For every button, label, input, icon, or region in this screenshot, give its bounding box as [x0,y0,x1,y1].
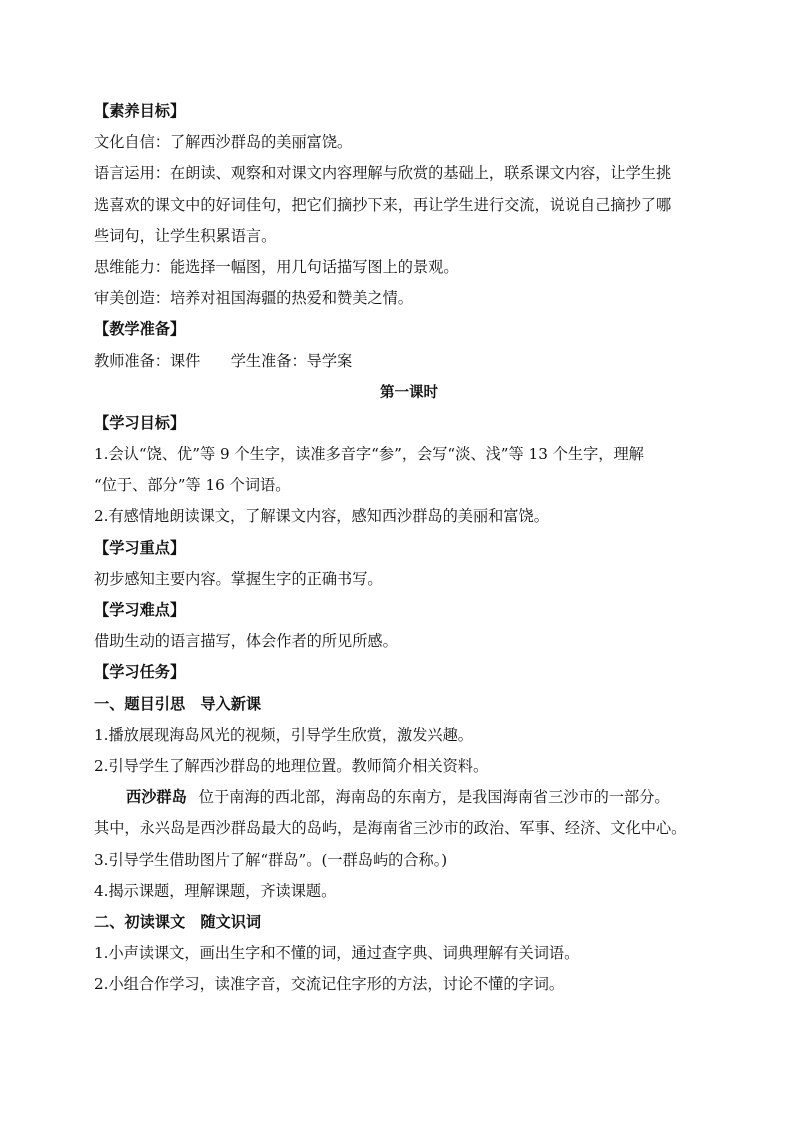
heading-difficulties: 【学习难点】 [94,601,186,619]
task-2-item-1: 1.小声读课文，画出生字和不懂的词，通过查字典、词典理解有关词语。 [94,944,580,963]
paragraph-thinking-ability: 思维能力：能选择一幅图，用几句话描写图上的景观。 [94,257,459,276]
heading-key-points: 【学习重点】 [94,538,186,557]
term-xisha-islands: 西沙群岛 [126,788,187,807]
goal-item-1-line-2: “位于、部分”等 16 个词语。 [94,476,291,495]
paragraph-key-points: 初步感知主要内容。掌握生字的正确书写。 [94,569,383,588]
heading-literacy-goals: 【素养目标】 [94,102,186,120]
goal-item-2: 2.有感情地朗读课文，了解课文内容，感知西沙群岛的美丽和富饶。 [94,507,549,526]
paragraph-language-use-1: 语言运用：在朗读、观察和对课文内容理解与欣赏的基础上，联系课文内容，让学生挑 [94,164,672,183]
goal-item-1-line-1: 1.会认“饶、优”等 9 个生字，读准多音字“参”，会写“淡、浅”等 13 个生字，理解 [94,445,644,464]
document-page [94,96,724,1000]
subheading-task-2: 二、初读课文 随文识词 [94,912,262,931]
subheading-task-1: 一、题目引思 导入新课 [94,694,262,713]
task-1-item-1: 1.播放展现海岛风光的视频，引导学生欣赏，激发兴趣。 [94,725,473,744]
paragraph-aesthetic-creation: 审美创造：培养对祖国海疆的热爱和赞美之情。 [94,289,413,308]
heading-learning-tasks: 【学习任务】 [94,663,186,682]
paragraph-language-use-2: 选喜欢的课文中的好词佳句，把它们摘抄下来，再让学生进行交流，说说自己摘抄了哪 [94,195,672,214]
heading-learning-goals: 【学习目标】 [94,413,186,432]
heading-teaching-preparation: 【教学准备】 [94,320,186,339]
task-1-item-3: 3.引导学生借助图片了解“群岛”。(一群岛屿的合称。) [94,850,448,869]
info-xisha-line-1 [94,782,724,813]
task-1-item-2: 2.引导学生了解西沙群岛的地理位置。教师简介相关资料。 [94,756,489,775]
task-2-item-2: 2.小组合作学习，读准字音，交流记住字形的方法，讨论不懂的字词。 [94,975,565,994]
task-1-item-4: 4.揭示课题，理解课题，齐读课题。 [94,881,337,900]
section-title-first-lesson: 第一课时 [380,383,438,401]
paragraph-difficulties: 借助生动的语言描写，体会作者的所见所感。 [94,632,398,651]
paragraph-language-use-3: 些词句，让学生积累语言。 [94,226,277,245]
info-xisha-text: 位于南海的西北部，海南岛的东南方，是我国海南省三沙市的一部分。 [198,788,670,807]
paragraph-cultural-confidence: 文化自信：了解西沙群岛的美丽富饶。 [94,133,353,152]
paragraph-preparation: 教师准备：课件 学生准备：导学案 [94,351,353,370]
info-xisha-line-2: 其中，永兴岛是西沙群岛最大的岛屿，是海南省三沙市的政治、军事、经济、文化中心。 [94,819,687,838]
